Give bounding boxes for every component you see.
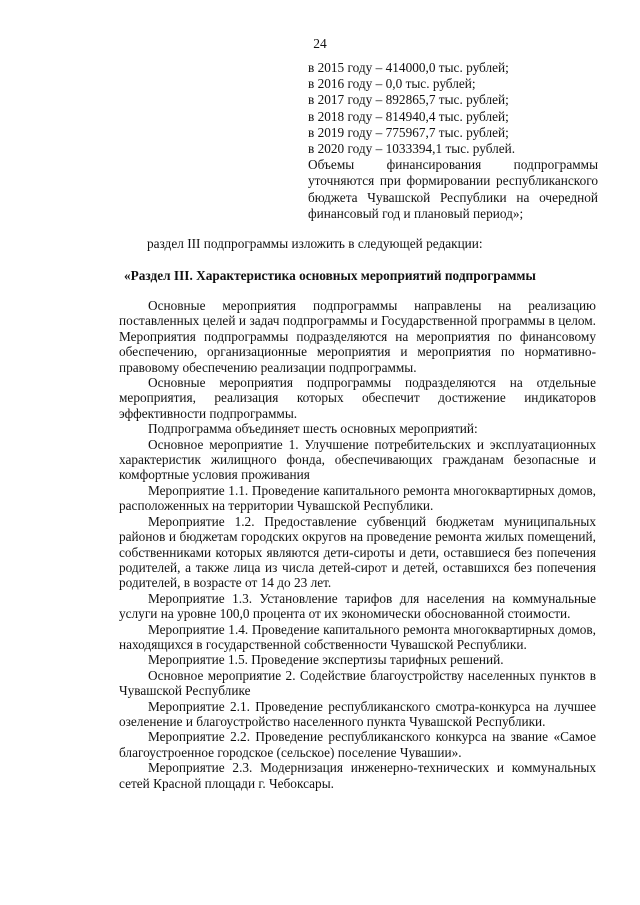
amendment-instruction: раздел III подпрограммы изложить в следующей редакции:	[147, 236, 483, 251]
funding-year-line: в 2015 году – 414000,0 тыс. рублей;	[308, 60, 509, 75]
paragraph: Мероприятие 2.2. Проведение республиканского конкурса на звание «Самое благоустроенное городское (сельское) поселение Чувашии».	[119, 729, 596, 760]
paragraph: Основное мероприятие 1. Улучшение потребительских и эксплуатационных характеристик жилищного фонда, обеспечивающих гражданам безопасные и комфортные условия проживания	[119, 436, 596, 483]
paragraph: Мероприятие 2.3. Модернизация инженерно-технических и коммунальных сетей Красной площади г. Чебоксары.	[119, 760, 596, 791]
funding-year-line: в 2019 году – 775967,7 тыс. рублей;	[308, 124, 509, 140]
funding-year-line: в 2017 году – 892865,7 тыс. рублей;	[308, 92, 509, 108]
section-heading: «Раздел III. Характеристика основных мероприятий подпрограммы	[124, 268, 536, 283]
funding-year-line: в 2020 году – 1033394,1 тыс. рублей.	[308, 141, 516, 157]
paragraph: Основные мероприятия подпрограммы направлены на реализацию поставленных целей и задач подпрограммы и Государственной программы в целом. Мероприятия подпрограммы подразделяются на мероприятия по финансовому обеспечению, организационные мероприятия и мероприятия по нормативно-правовому обеспечению реализации подпрограммы.	[119, 298, 596, 375]
section-body	[119, 298, 596, 791]
paragraph: Мероприятие 1.1. Проведение капитального ремонта многоквартирных домов, расположенных на территории Чувашской Республики.	[119, 482, 596, 514]
paragraph: Основное мероприятие 2. Содействие благоустройству населенных пунктов в Чувашской Республике	[119, 667, 596, 699]
funding-year-line: в 2018 году – 814940,4 тыс. рублей;	[308, 108, 509, 124]
paragraph: Мероприятие 1.2. Предоставление субвенций бюджетам муниципальных районов и бюджетам городских округов на проведение ремонта жилых помещений, собственниками которых являются дети-сироты и дети, оставшиеся без попечения родителей, а также лица из числа детей-сирот и детей, оставшихся без попечения родителей, в возрасте от 14 до 23 лет.	[119, 513, 596, 591]
funding-year-line: в 2016 году – 0,0 тыс. рублей;	[308, 76, 476, 92]
paragraph: Подпрограмма объединяет шесть основных мероприятий:	[148, 421, 478, 437]
paragraph: Мероприятие 1.4. Проведение капитального ремонта многоквартирных домов, находящихся в государственной собственности Чувашской Республики.	[119, 621, 596, 652]
funding-note: Объемы финансирования подпрограммы уточняются при формировании республиканского бюджета Чувашской Республики на очередной финансовый год и плановый период»;	[308, 157, 598, 221]
paragraph: Мероприятие 1.5. Проведение экспертизы тарифных решений.	[148, 652, 504, 668]
page-number: 24	[313, 36, 327, 51]
paragraph: Мероприятие 2.1. Проведение республиканского смотра-конкурса на лучшее озеленение и благоустройство населенного пункта Чувашской Республики.	[119, 698, 596, 729]
paragraph: Мероприятие 1.3. Установление тарифов для населения на коммунальные услуги на уровне 100,0 процента от их экономически обоснованной стоимости.	[119, 590, 596, 622]
funding-block	[308, 60, 598, 222]
paragraph: Основные мероприятия подпрограммы подразделяются на отдельные мероприятия, реализация которых обеспечит достижение индикаторов эффективности подпрограммы.	[119, 375, 596, 421]
